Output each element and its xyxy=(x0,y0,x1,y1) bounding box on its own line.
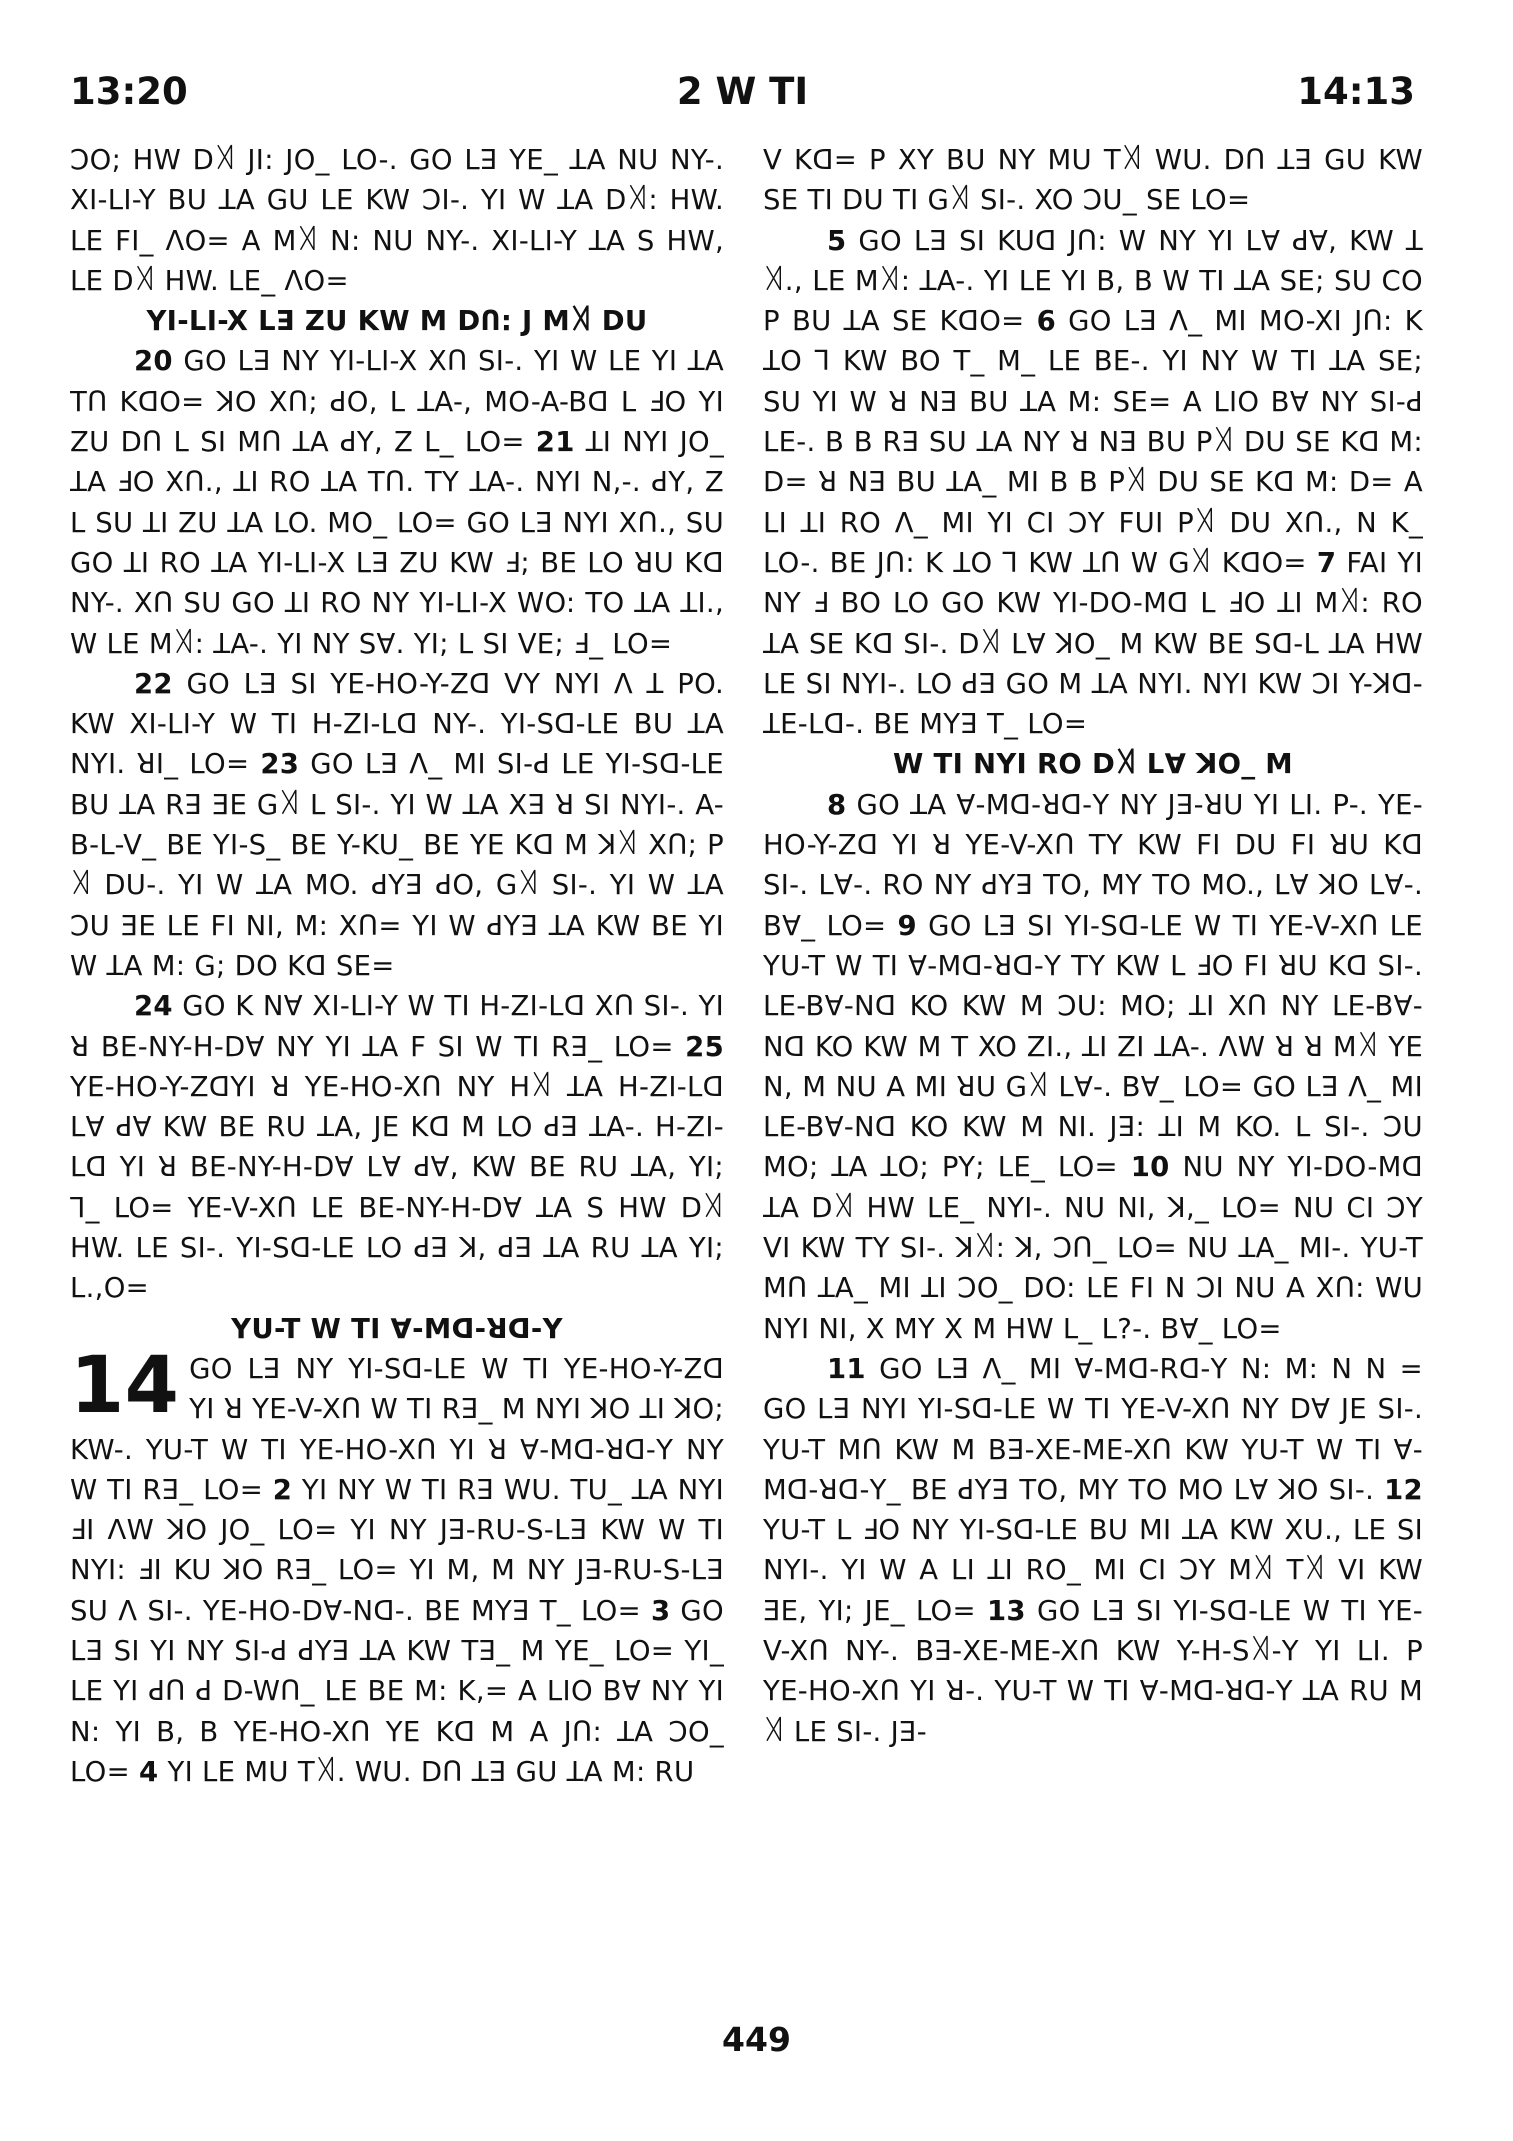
verse-number: 6 xyxy=(1036,305,1057,338)
paragraph: ƆO; HW D꓀ JI: JO_ LO-. GO Lꓱ YE_ ꓕA NU NY-. XI-LI-Y BU ꓕA GU LE KW ƆI-. YI W ꓕA D꓀: HW. LE FI_ ꓥO= A M꓀ N: NU NY-. XI-LI-Y ꓕA S HW, LE D꓀ HW. LE_ ꓥO= xyxy=(70,144,724,297)
verse-text: YI LE MU T꓀. WU. DՈ ꓕꓱ GU ꓕA M: RU xyxy=(167,1755,695,1788)
verse-text: NU NY YI-DO-Mꓷ ꓕA D꓀ HW LE_ NYI-. NU NI, ꓘ,_ LO= NU CI ƆY VI KW TY SI-. ꓘ꓀: ꓘ, ƆՈ_ LO= NU ꓕA_ MI-. YU-T MՈ ꓕA_ MI ꓕI ƆO_ DO: LE FI N ƆI NU A XՈ: WU NYI NI, X MY X M HW L_ L?-. Bꓯ_ LO= xyxy=(763,1151,1423,1345)
verse-text: GO Lꓱ SI YE-HO-Y-Zꓷ VY NYI Ʌ ꓕ PO. KW XI-LI-Y W TI H-ZI-Lꓷ NY-. YI-Sꓷ-LE BU ꓕA NYI. ꓤI_ LO= xyxy=(70,667,724,781)
verse-text: YU-T L ꓞO NY YI-Sꓷ-LE BU MI ꓕA KW XU., LE SI NYI-. YI W A LI ꓕI RO_ MI CI ƆY M꓀ T꓀ VI KW ƎE, YI; JE_ LO= xyxy=(763,1514,1423,1627)
verse-text: FAI YI NY ꓞ BO LO GO KW YI-DO-Mꓷ L ꓞO ꓕI M꓀: RO ꓕA SE Kꓷ SI-. D꓀ Lꓯ ꓘO_ M KW BE Sꓷ-L ꓕA HW LE SI NYI-. LO ꓒꓱ GO M ꓕA NYI. NYI KW ƆI Y-ꓘꓷ-ꓕE-Lꓷ-. BE MYꓱ T_ LO= xyxy=(763,546,1423,741)
verse-number: 24 xyxy=(134,990,173,1023)
verse-number: 13 xyxy=(986,1594,1026,1627)
chapter-number: 14 xyxy=(70,1340,180,1431)
paragraph xyxy=(70,986,724,1308)
paragraph: V Kꓷ= P XY BU NY MU T꓀ WU. DՈ ꓕꓱ GU KW SE TI DU TI G꓀ SI-. XO ƆU_ SE LO= xyxy=(763,144,1423,217)
left-column xyxy=(70,140,724,2020)
paragraph xyxy=(763,1349,1423,1752)
right-column xyxy=(763,140,1423,2020)
verse-number: 7 xyxy=(1316,546,1337,579)
verse-text: GO Lꓱ SI YI NY SI-ꓒ ꓒYꓱ ꓕA KW Tꓱ_ M YE_ LO= YI_ LE YI ꓒՈ ꓒ D-WՈ_ LE BE M: K,= A LIO Bꓯ NY YI N: YI B, B YE-HO-XՈ YE Kꓷ M A JՈ: ꓕA ƆO_ LO= xyxy=(70,1594,724,1788)
verse-number: 25 xyxy=(685,1030,724,1063)
running-header xyxy=(70,70,1415,120)
verse-text: GO Lꓱ SI KUꓷ JՈ: W NY YI Lꓯ ꓒꓯ, KW ꓕ꓀., LE M꓀: ꓕA-. YI LE YI B, B W TI ꓕA SE; SU CO P BU ꓕA SE KꓷO= xyxy=(763,224,1423,338)
verse-number: 3 xyxy=(650,1594,671,1627)
verse-number: 8 xyxy=(827,788,847,821)
verse-text: GO Lꓱ NY YI-Sꓷ-LE W TI YE-HO-Y-Zꓷ YI ꓤ YE-V-XՈ W TI Rꓱ_ M NYI ꓘO ꓕI ꓘO; KW-. YU-T W TI YE-HO-XՈ YI ꓤ ꓯ-Mꓷ-ꓤꓷ-Y NY W TI Rꓱ_ LO= xyxy=(70,1352,724,1506)
verse-number: 12 xyxy=(1384,1473,1423,1506)
verse-text: GO Lꓱ NY YI-LI-X XՈ SI-. YI W LE YI ꓕA TՈ KꓷO= ꓘO XՈ; ꓒO, L ꓕA-, MO-A-Bꓷ L ꓞO YI ZU DՈ L SI MՈ ꓕA ꓒY, Z L_ LO= xyxy=(70,345,724,459)
verse-text: GO K Nꓯ XI-LI-Y W TI H-ZI-Lꓷ XՈ SI-. YI ꓤ BE-NY-H-Dꓯ NY YI ꓕA F SI W TI Rꓱ_ LO= xyxy=(70,990,724,1063)
section-heading: W TI NYI RO D꓀ Lꓯ ꓘO_ M xyxy=(893,748,1293,781)
section-heading: YU-T W TI ꓯ-Mꓷ-ꓤꓷ-Y xyxy=(231,1312,563,1345)
verse-number: 11 xyxy=(827,1352,866,1385)
verse-text: YI NY W TI Rꓱ WU. TU_ ꓕA NYI ꓞI ꓥW ꓘO JO_ LO= YI NY Jꓱ-RU-S-Lꓱ KW W TI NYI: ꓞI KU ꓘO Rꓱ_ LO= YI M, M NY Jꓱ-RU-S-Lꓱ SU Ʌ SI-. YE-HO-Dꓯ-Nꓷ-. BE MYꓱ T_ LO= xyxy=(70,1473,724,1627)
verse-text: YE-HO-Y-ZꓷYI ꓤ YE-HO-XՈ NY H꓀ ꓕA H-ZI-Lꓷ Lꓯ ꓒꓯ KW BE RU ꓕA, JE Kꓷ M LO ꓒꓱ ꓕA-. H-ZI-Lꓷ YI ꓤ BE-NY-H-Dꓯ Lꓯ ꓒꓯ, KW BE RU ꓕA, YI; Ꞁ_ LO= YE-V-XՈ LE BE-NY-H-Dꓯ ꓕA S HW D꓀ HW. LE SI-. YI-Sꓷ-LE LO ꓒꓱ ꓘ, ꓒꓱ ꓕA RU ꓕA YI; L.,O= xyxy=(70,1070,724,1305)
verse-text: ꓕI NYI JO_ ꓕA ꓞO XՈ., ꓕI RO ꓕA TՈ. TY ꓕA-. NYI N,-. ꓒY, Z L SU ꓕI ZU ꓕA LO. MO_ LO= GO Lꓱ NYI XՈ., SU GO ꓕI RO ꓕA YI-LI-X Lꓱ ZU KW ꓞ; BE LO ꓤU Kꓷ NY-. XՈ SU GO ꓕI RO NY YI-LI-X WO: TO ꓕA ꓕI., W LE M꓀: ꓕA-. YI NY Sꓯ. YI; L SI VE; ꓞ_ LO= xyxy=(70,426,724,660)
verse-number: 10 xyxy=(1130,1151,1170,1184)
paragraph xyxy=(763,785,1423,1349)
verse-number: 23 xyxy=(260,748,300,781)
paragraph xyxy=(70,341,724,663)
section-heading: YI-LI-X Lꓱ ZU KW M DՈ: J M꓀ DU xyxy=(146,305,648,338)
paragraph xyxy=(70,664,724,986)
page-number: 449 xyxy=(722,2020,791,2059)
verse-number: 22 xyxy=(134,667,173,700)
verse-text: GO ꓕA ꓯ-Mꓷ-ꓤꓷ-Y NY Jꓱ-ꓤU YI LI. P-. YE-HO-Y-Zꓷ YI ꓤ YE-V-XՈ TY KW FI DU FI ꓤU Kꓷ SI-. Lꓯ-. RO NY ꓒYꓱ TO, MY TO MO., Lꓯ ꓘO Lꓯ-. Bꓯ_ LO= xyxy=(763,788,1423,942)
verse-number: 2 xyxy=(272,1473,293,1506)
verse-number: 4 xyxy=(138,1755,159,1788)
verse-number: 20 xyxy=(134,345,173,378)
header-book-title: 2 W TI xyxy=(676,70,809,113)
verse-number: 21 xyxy=(535,426,575,459)
paragraph xyxy=(763,221,1423,745)
paragraph xyxy=(70,1340,724,1792)
verse-text: GO Lꓱ Ʌ_ MI MO-XI JՈ: K ꓕO ꓶ KW BO T_ M_ LE BE-. YI NY W TI ꓕA SE; SU YI W ꓤ Nꓱ BU ꓕA M: SE= A LIO Bꓯ NY SI-ꓒ LE-. B B Rꓱ SU ꓕA NY ꓤ Nꓱ BU P꓀ DU SE Kꓷ M: D= ꓤ Nꓱ BU ꓕA_ MI B B P꓀ DU SE Kꓷ M: D= A LI ꓕI RO Ʌ_ MI YI CI ƆY FUI P꓀ DU XՈ., N K_ LO-. BE JՈ: K ꓕO ꓶ KW ꓕՈ W G꓀ KꓷO= xyxy=(763,305,1423,579)
header-left-reference: 13:20 xyxy=(70,70,188,113)
verse-text: GO Lꓱ SI YI-Sꓷ-LE W TI YE-V-XՈ NY-. Bꓱ-XE-ME-XՈ KW Y-H-S꓀-Y YI LI. P YE-HO-XՈ YI ꓤ-. YU-T W TI ꓯ-Mꓷ-ꓤꓷ-Y ꓕA RU M꓀ LE SI-. Jꓱ- xyxy=(763,1594,1423,1748)
verse-text: GO Lꓱ Ʌ_ MI ꓯ-Mꓷ-Rꓷ-Y N: M: N N = GO Lꓱ NYI YI-Sꓷ-LE W TI YE-V-XՈ NY Dꓯ JE SI-. YU-T MՈ KW M Bꓱ-XE-ME-XՈ KW YU-T W TI ꓯ-Mꓷ-ꓤꓷ-Y_ BE ꓒYꓱ TO, MY TO MO Lꓯ ꓘO SI-. xyxy=(763,1352,1423,1506)
verse-text: GO Lꓱ Ʌ_ MI SI-ꓒ LE YI-Sꓷ-LE BU ꓕA Rꓱ ƎE G꓀ L SI-. YI W ꓕA Xꓱ ꓤ SI NYI-. A-B-L-V_ BE YI-S_ BE Y-KU_ BE YE Kꓷ M ꓘ꓀ XՈ; P꓀ DU-. YI W ꓕA MO. ꓒYꓱ ꓒO, G꓀ SI-. YI W ꓕA ƆU ƎE LE FI NI, M: XՈ= YI W ꓒYꓱ ꓕA KW BE YI W ꓕA M: G; DO Kꓷ SE= xyxy=(70,748,724,982)
verse-number: 9 xyxy=(897,909,917,942)
header-right-reference: 14:13 xyxy=(1297,70,1415,113)
verse-number: 5 xyxy=(827,224,847,257)
verse-text: GO Lꓱ SI YI-Sꓷ-LE W TI YE-V-XՈ LE YU-T W TI ꓯ-Mꓷ-ꓤꓷ-Y TY KW L ꓞO FI ꓤU Kꓷ SI-. LE-Bꓯ-Nꓷ KO KW M ƆU: MO; ꓕI XՈ NY LE-Bꓯ-Nꓷ KO KW M T XO ZI., ꓕI ZI ꓕA-. ꓥW ꓤ ꓤ M꓀ YE N, M NU A MI ꓤU G꓀ Lꓯ-. Bꓯ_ LO= GO Lꓱ Ʌ_ MI LE-Bꓯ-Nꓷ KO KW M NI. Jꓱ: ꓕI M KO. L SI-. ƆU MO; ꓕA ꓕO; PY; LE_ LO= xyxy=(763,909,1423,1184)
